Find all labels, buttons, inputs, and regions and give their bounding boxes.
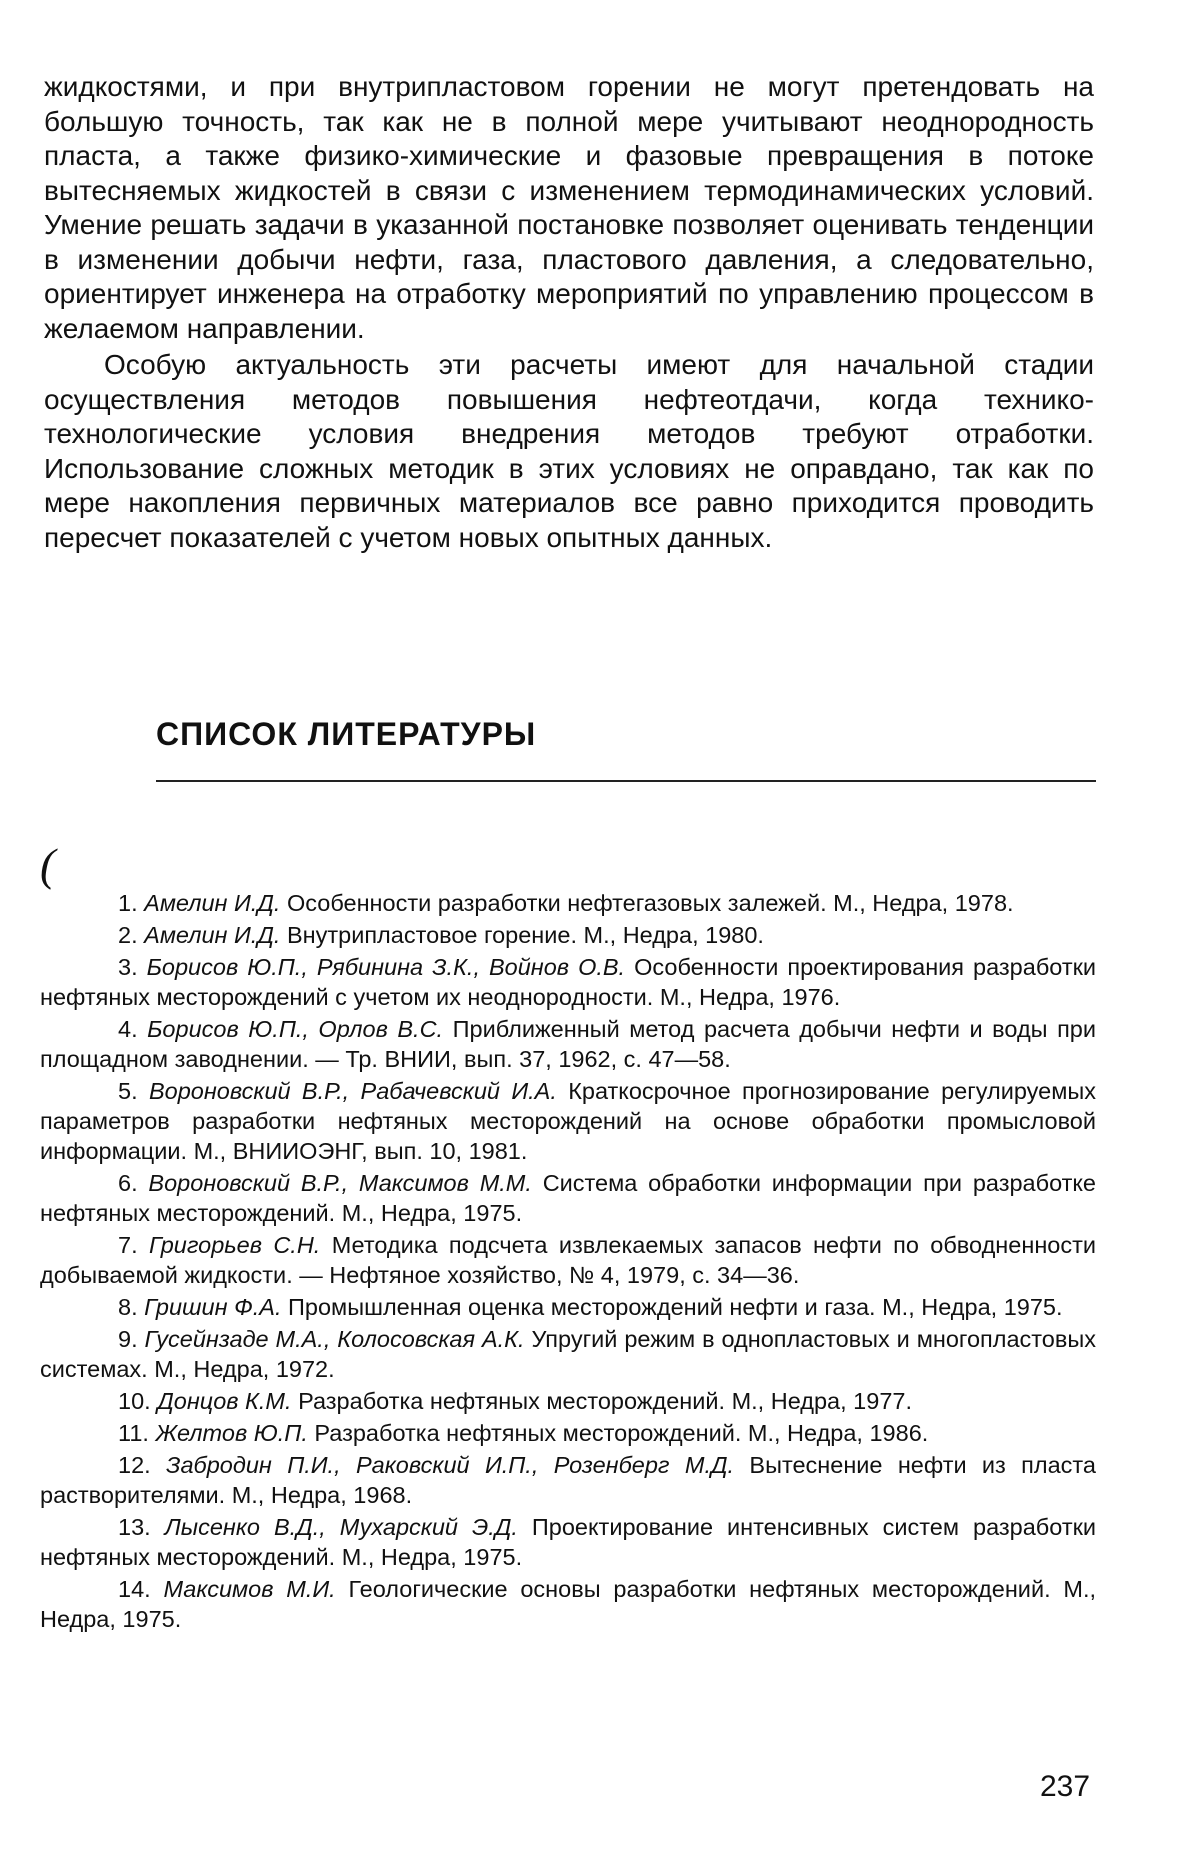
reference-author: Максимов М.И. bbox=[163, 1576, 336, 1602]
reference-item bbox=[40, 1076, 1096, 1166]
handwritten-mark: ( bbox=[40, 839, 56, 890]
reference-author: Амелин И.Д. bbox=[144, 922, 281, 948]
reference-author: Борисов Ю.П., Рябинина З.К., Войнов О.В. bbox=[146, 954, 626, 980]
reference-text: Внутрипластовое горение. М., Недра, 1980. bbox=[286, 922, 764, 948]
reference-number: 1. bbox=[118, 890, 138, 916]
reference-item bbox=[40, 952, 1096, 1012]
reference-text: Разработка нефтяных месторождений. М., Недра, 1977. bbox=[298, 1388, 912, 1414]
reference-text: Проектирование интенсивных систем разработки нефтяных месторождений. М., Недра, 1975. bbox=[40, 1514, 1096, 1570]
reference-item bbox=[40, 1324, 1096, 1384]
reference-author: Григорьев С.Н. bbox=[148, 1232, 321, 1258]
reference-author: Гришин Ф.А. bbox=[144, 1294, 282, 1320]
reference-number: 13. bbox=[118, 1514, 151, 1540]
section-title: СПИСОК ЛИТЕРАТУРЫ bbox=[156, 716, 537, 752]
reference-text: Геологические основы разработки нефтяных месторождений. М., Недра, 1975. bbox=[40, 1576, 1097, 1632]
reference-item bbox=[40, 1014, 1096, 1074]
paragraph-2: Особую актуальность эти расчеты имеют для начальной стадии осуществления методов повышения нефтеотдачи, когда технико-технологические условия внедрения методов требуют отработки. Использование сложных методик в этих условиях не оправдано, так как по мере накопления первичных материалов все равно приходится проводить пересчет показателей с учетом новых опытных данных. bbox=[44, 349, 1094, 553]
page-number: 237 bbox=[1040, 1770, 1091, 1803]
reference-author: Вороновский В.Р., Рабачевский И.А. bbox=[148, 1078, 557, 1104]
reference-author: Амелин И.Д. bbox=[144, 890, 281, 916]
reference-item bbox=[40, 1230, 1096, 1290]
reference-item bbox=[40, 888, 1096, 918]
reference-author: Борисов Ю.П., Орлов В.С. bbox=[147, 1016, 444, 1042]
reference-number: 5. bbox=[118, 1078, 138, 1104]
reference-text: Система обработки информации при разработке нефтяных месторождений. М., Недра, 1975. bbox=[40, 1170, 1096, 1226]
reference-author: Лысенко В.Д., Мухарский Э.Д. bbox=[164, 1514, 518, 1540]
reference-item bbox=[40, 1168, 1096, 1228]
reference-number: 8. bbox=[118, 1294, 138, 1320]
paragraph-1: жидкостями, и при внутрипластовом горении не могут претендовать на большую точность, так как не в полной мере учитывают неоднородность пласта, а также физико-химические и фазовые превращения в потоке вытесняемых жидкостей в связи с изменением термодинамических условий. Умение решать задачи в указанной постановке позволяет оценивать тенденции в изменении добычи нефти, газа, пластового давления, а следовательно, ориентирует инженера на отработку мероприятий по управлению процессом в желаемом направлении. bbox=[44, 71, 1094, 344]
reference-item bbox=[40, 920, 1096, 950]
title-underline bbox=[156, 780, 1096, 782]
reference-list bbox=[40, 888, 1096, 1636]
reference-text: Краткосрочное прогнозирование регулируемых параметров разработки нефтяных месторождений на основе обработки промысловой информации. М., ВНИИОЭНГ, вып. 10, 1981. bbox=[40, 1078, 1097, 1164]
reference-item bbox=[40, 1574, 1096, 1634]
reference-number: 11. bbox=[118, 1420, 149, 1446]
reference-text: Особенности проектирования разработки нефтяных месторождений с учетом их неоднородности. М., Недра, 1976. bbox=[40, 954, 1097, 1010]
reference-text: Особенности разработки нефтегазовых залежей. М., Недра, 1978. bbox=[286, 890, 1014, 916]
reference-author: Желтов Ю.П. bbox=[155, 1420, 308, 1446]
reference-item bbox=[40, 1512, 1096, 1572]
reference-item bbox=[40, 1386, 1096, 1416]
reference-number: 14. bbox=[118, 1576, 151, 1602]
reference-number: 6. bbox=[118, 1170, 138, 1196]
reference-author: Вороновский В.Р., Максимов М.М. bbox=[148, 1170, 532, 1196]
reference-item bbox=[40, 1450, 1096, 1510]
reference-number: 9. bbox=[118, 1326, 138, 1352]
reference-number: 3. bbox=[118, 954, 138, 980]
reference-text: Вытеснение нефти из пласта растворителями. М., Недра, 1968. bbox=[40, 1452, 1096, 1508]
reference-item bbox=[40, 1292, 1096, 1322]
reference-number: 4. bbox=[118, 1016, 138, 1042]
reference-author: Гусейнзаде М.А., Колосовская А.К. bbox=[144, 1326, 525, 1352]
reference-text: Упругий режим в однопластовых и многопластовых системах. М., Недра, 1972. bbox=[40, 1326, 1096, 1382]
reference-item bbox=[40, 1418, 1096, 1448]
reference-author: Забродин П.И., Раковский И.П., Розенберг М.Д. bbox=[166, 1452, 735, 1478]
body-text bbox=[44, 70, 1094, 555]
reference-number: 10. bbox=[118, 1388, 151, 1414]
reference-number: 12. bbox=[118, 1452, 151, 1478]
reference-text: Разработка нефтяных месторождений. М., Недра, 1986. bbox=[314, 1420, 929, 1446]
reference-number: 2. bbox=[118, 922, 138, 948]
reference-text: Приближенный метод расчета добычи нефти и воды при площадном заводнении. — Тр. ВНИИ, вып. 37, 1962, с. 47—58. bbox=[40, 1016, 1096, 1072]
reference-author: Донцов К.М. bbox=[157, 1388, 292, 1414]
reference-text: Промышленная оценка месторождений нефти и газа. М., Недра, 1975. bbox=[288, 1294, 1063, 1320]
reference-number: 7. bbox=[118, 1232, 138, 1258]
reference-text: Методика подсчета извлекаемых запасов нефти по обводненности добываемой жидкости. — Нефтяное хозяйство, № 4, 1979, с. 34—36. bbox=[40, 1232, 1097, 1288]
